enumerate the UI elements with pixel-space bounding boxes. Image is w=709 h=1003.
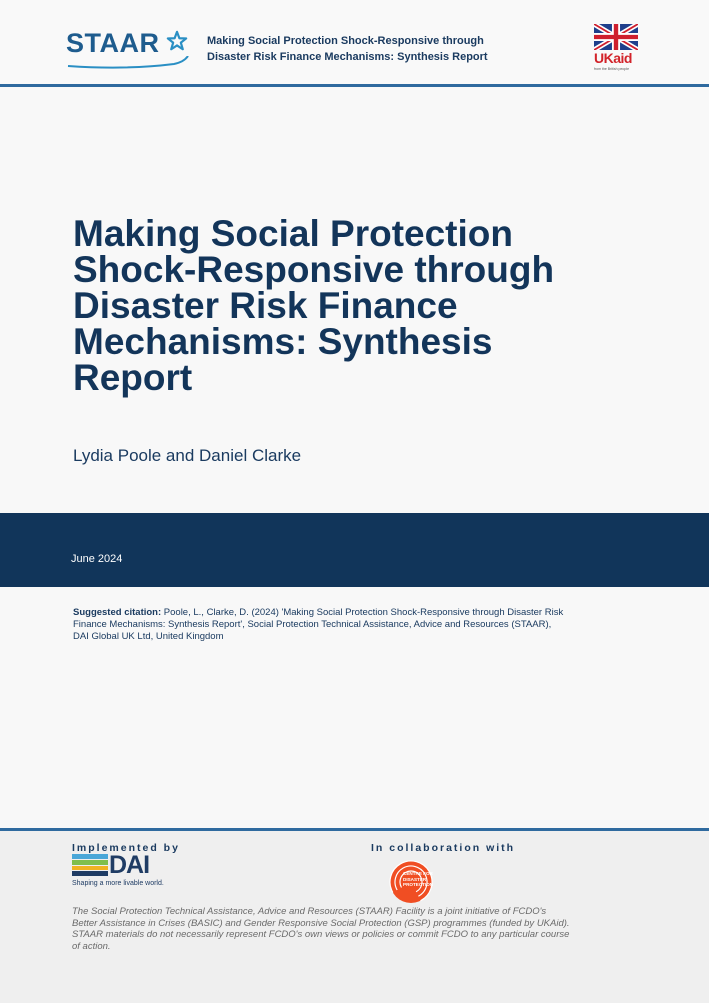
citation-line: [73, 607, 653, 619]
disclaimer-line: of action.: [72, 940, 111, 952]
dai-logo: [72, 851, 182, 890]
disclaimer-line: STAAR materials do not necessarily represent FCDO's own views or policies or commit FCDO to any particular course: [72, 929, 570, 940]
citation-line: Finance Mechanisms: Synthesis Report', Social Protection Technical Assistance, Advice and Resources (STAAR),: [73, 619, 552, 630]
ukaid-aid: aid: [613, 50, 632, 66]
star-icon: [166, 30, 188, 52]
header-divider: [0, 84, 709, 87]
report-title: [73, 213, 673, 398]
union-jack-flag: [594, 24, 638, 50]
citation-label: Suggested citation:: [73, 607, 162, 618]
cdp-logo-text: [403, 871, 443, 888]
cdp-text-line: PROTECTION: [403, 882, 434, 887]
cdp-text-line: DISASTER: [403, 876, 427, 882]
citation-line: DAI Global UK Ltd, United Kingdom: [73, 631, 224, 642]
centre-for-disaster-protection-logo: [377, 858, 447, 906]
staar-logo: [66, 28, 190, 70]
footer-divider: [0, 828, 709, 831]
disclaimer-line: The Social Protection Technical Assistance, Advice and Resources (STAAR) Facility is a joint initiative of FCDO's: [72, 906, 547, 917]
ukaid-tagline: from the British people: [594, 67, 630, 71]
disclaimer: [72, 906, 642, 952]
date-band: [0, 513, 709, 587]
page-footer: [0, 828, 709, 1003]
cdp-text-line: CENTRE FOR: [403, 871, 433, 876]
title-line: Mechanisms: Synthesis: [73, 321, 493, 362]
dai-stripes-icon: [72, 854, 108, 876]
dai-tagline: Shaping a more livable world.: [72, 880, 164, 887]
title-line: Report: [73, 357, 193, 398]
ukaid-logo: [594, 24, 640, 74]
disclaimer-line: Better Assistance in Crises (BASIC) and Gender Responsive Social Protection (GSP) programmes (funded by UKAid).: [72, 917, 570, 929]
header-title-line: Disaster Risk Finance Mechanisms: Synthesis Report: [207, 51, 488, 63]
page-header: [0, 0, 709, 86]
staar-logo-text: STAAR: [66, 28, 160, 58]
header-title-line: Making Social Protection Shock-Responsive through: [207, 35, 484, 47]
header-report-title: [207, 33, 547, 65]
title-line: Making Social Protection: [73, 213, 513, 254]
title-line: Disaster Risk Finance: [73, 285, 458, 326]
citation-text: Poole, L., Clarke, D. (2024) 'Making Social Protection Shock-Responsive through Disaster Risk: [161, 607, 564, 618]
ukaid-uk: UK: [594, 50, 614, 66]
dai-wordmark: DAI: [109, 851, 150, 879]
report-authors: Lydia Poole and Daniel Clarke: [73, 446, 302, 465]
staar-swoosh: [66, 56, 190, 70]
title-line: Shock-Responsive through: [73, 249, 555, 290]
suggested-citation: [73, 607, 653, 643]
implemented-by-label: Implemented by: [72, 842, 180, 854]
publication-date: June 2024: [71, 553, 123, 565]
collaboration-label: In collaboration with: [371, 842, 516, 854]
ukaid-wordmark: [594, 50, 632, 66]
